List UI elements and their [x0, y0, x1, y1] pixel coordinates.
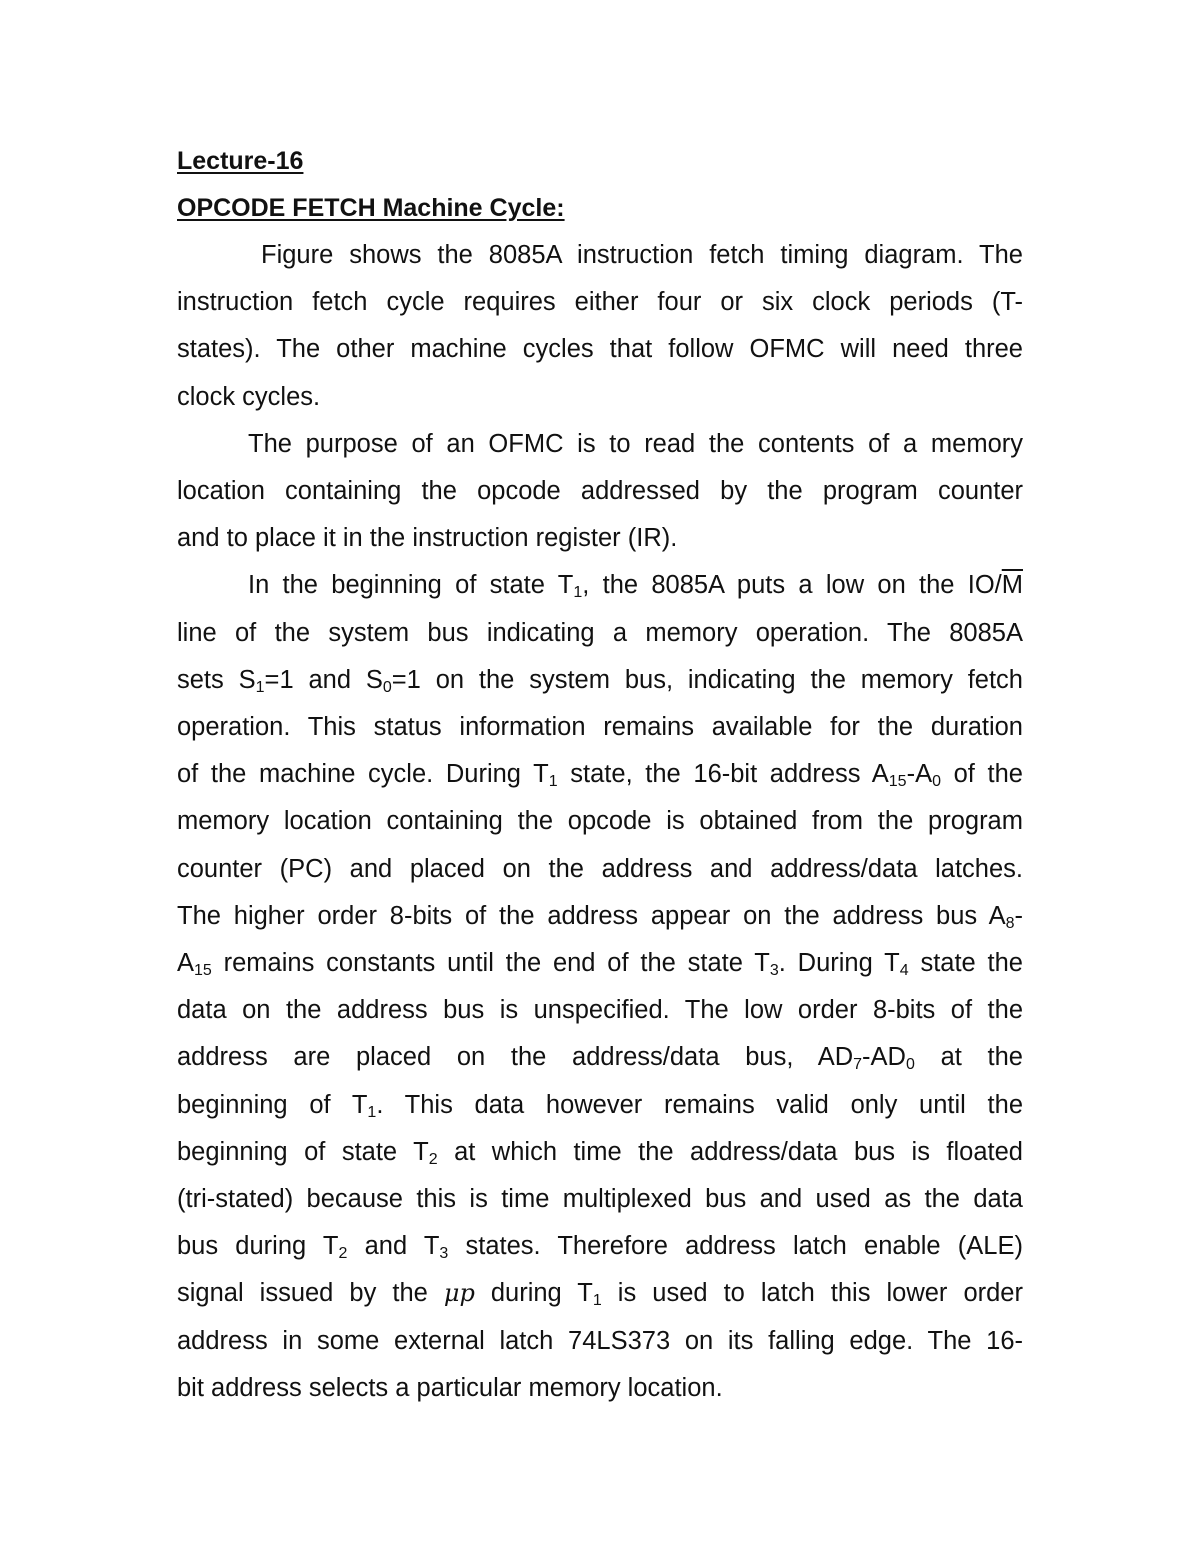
subscript: 1	[255, 678, 265, 696]
paragraph-3-line-17: address in some external latch 74LS373 on its falling edge. The 16-	[177, 1326, 1023, 1355]
section-title: OPCODE FETCH Machine Cycle:	[177, 194, 565, 222]
paragraph-3-line-5	[177, 751, 1023, 798]
text-fragment: , the 8085A puts a low on the IO/	[582, 571, 1002, 600]
subscript: 1	[367, 1103, 377, 1121]
text-fragment: state, the 16-bit address A	[557, 760, 889, 789]
text-fragment: A	[177, 949, 195, 978]
text-fragment: bus during T	[177, 1232, 339, 1261]
text-fragment: at the	[914, 1043, 1023, 1072]
paragraph-3	[177, 562, 1023, 1412]
paragraph-3-line-3	[177, 657, 1023, 704]
text-fragment: sets S	[177, 665, 256, 694]
subscript: 1	[548, 773, 558, 791]
paragraph-1-line-3: states). The other machine cycles that follow OFMC will need three	[177, 335, 1023, 364]
paragraph-1-line-1: Figure shows the 8085A instruction fetch timing diagram. The	[261, 241, 1023, 269]
subscript: 3	[769, 962, 779, 980]
subscript: 1	[573, 584, 583, 602]
subscript: 15	[194, 962, 212, 980]
paragraph-3-line-14: (tri-stated) because this is time multiplexed bus and used as the data	[177, 1185, 1023, 1214]
subscript: 0	[905, 1056, 915, 1074]
text-fragment: -AD	[862, 1043, 906, 1072]
subscript: 7	[853, 1056, 863, 1074]
text-fragment: at which time the address/data bus is floated	[437, 1137, 1023, 1166]
paragraph-3-line-6: memory location containing the opcode is obtained from the program	[177, 807, 1023, 836]
subscript: 3	[439, 1245, 449, 1263]
text-fragment: . This data however remains valid only until the	[376, 1090, 1024, 1119]
subscript: 2	[338, 1245, 348, 1263]
paragraph-3-line-1	[177, 562, 1023, 609]
text-fragment: =1 and S	[264, 665, 383, 694]
paragraph-3-line-16	[177, 1270, 1023, 1317]
text-fragment: . During T	[778, 949, 900, 978]
text-fragment: -A	[906, 760, 933, 789]
paragraph-1	[177, 232, 1023, 421]
text-fragment: address are placed on the address/data bus, AD	[177, 1043, 854, 1072]
text-fragment: In the beginning of state T	[248, 571, 574, 600]
paragraph-3-line-10: data on the address bus is unspecified. The low order 8-bits of the	[177, 996, 1023, 1025]
text-fragment: is used to latch this lower order	[601, 1279, 1023, 1308]
subscript: 1	[592, 1292, 602, 1310]
paragraph-2-line-3: and to place it in the instruction register (IR).	[177, 524, 678, 553]
paragraph-2	[177, 421, 1023, 563]
paragraph-3-line-18: bit address selects a particular memory location.	[177, 1373, 723, 1402]
text-fragment: remains constants until the end of the state T	[211, 949, 770, 978]
text-fragment: of the	[940, 760, 1023, 789]
overbar-m: $\overline{M}$	[1001, 571, 1023, 600]
paragraph-1-line-2: instruction fetch cycle requires either four or six clock periods (T-	[177, 288, 1023, 317]
mu-p-symbol: μp	[443, 1279, 475, 1308]
paragraph-2-line-2: location containing the opcode addressed by the program counter	[177, 477, 1023, 506]
text-fragment: beginning of T	[177, 1090, 368, 1119]
text-fragment: signal issued by the	[177, 1279, 444, 1308]
paragraph-3-line-8	[177, 893, 1023, 940]
text-fragment: The higher order 8-bits of the address appear on the address bus A	[177, 901, 1006, 930]
text-fragment: -	[1014, 901, 1023, 930]
text-fragment: of the machine cycle. During T	[177, 760, 549, 789]
text-fragment: =1 on the system bus, indicating the memory fetch	[391, 665, 1023, 694]
paragraph-3-line-4: operation. This status information remains available for the duration	[177, 713, 1023, 742]
text-fragment: states. Therefore address latch enable (ALE)	[448, 1232, 1023, 1261]
subscript: 0	[932, 773, 941, 791]
text-fragment: during T	[474, 1279, 593, 1308]
paragraph-3-line-9	[177, 940, 1023, 987]
document-page	[177, 138, 1023, 1412]
paragraph-3-line-15	[177, 1223, 1023, 1270]
paragraph-3-line-11	[177, 1034, 1023, 1081]
text-fragment: beginning of state T	[177, 1137, 429, 1166]
text-fragment: state the	[908, 949, 1023, 978]
paragraph-3-line-2: line of the system bus indicating a memory operation. The 8085A	[177, 618, 1023, 647]
paragraph-2-line-1: The purpose of an OFMC is to read the contents of a memory	[248, 429, 1023, 458]
subscript: 8	[1005, 914, 1015, 932]
paragraph-3-line-13	[177, 1129, 1023, 1176]
text-fragment: and T	[347, 1232, 440, 1261]
subscript: 0	[382, 678, 392, 696]
paragraph-3-line-7: counter (PC) and placed on the address and address/data latches.	[177, 854, 1023, 883]
paragraph-3-line-12	[177, 1082, 1023, 1129]
subscript: 4	[899, 962, 909, 980]
subscript: 2	[428, 1150, 438, 1168]
subscript: 15	[888, 773, 907, 791]
paragraph-1-line-4: clock cycles.	[177, 382, 321, 411]
lecture-title: Lecture-16	[177, 147, 304, 175]
